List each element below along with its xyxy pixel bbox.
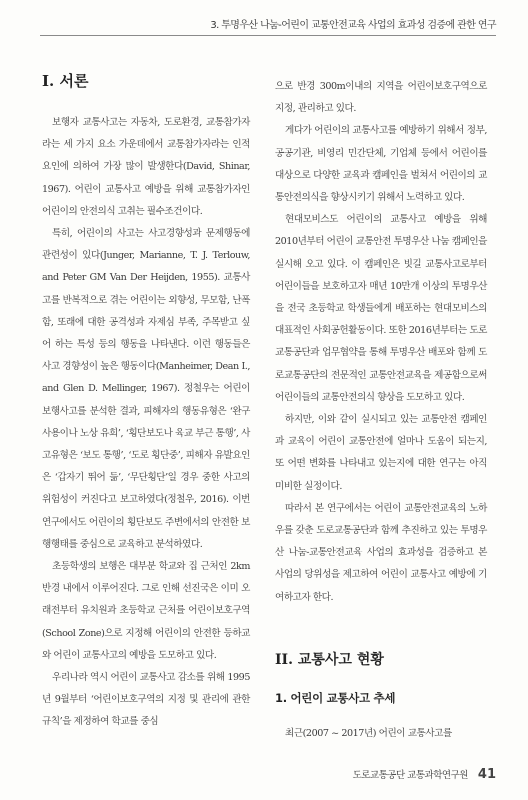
right-column [275, 76, 487, 745]
left-column [42, 70, 250, 734]
section-title-introduction: I. 서론 [42, 72, 89, 90]
paragraph: 게다가 어린이의 교통사고를 예방하기 위해서 정부, 공공기관, 비영리 민간단체, 기업체 등에서 어린이를 대상으로 다양한 교육과 캠페인을 벌쳐서 어린이의 교통안전의식을 향상시키기 위해서 노력하고 있다. [275, 125, 487, 204]
paragraph: 특히, 어린이의 사고는 사고경향성과 문제행동에 관련성이 있다(Junger, Marianne, T. J. Terlouw, and Peter GM Van Der Heijden, 1955). 교통사고를 반복적으로 겪는 어린이는 외향성, 무모함, 난폭함, 또래에 대한 공격성과 자제심 부족, 주목받고 싶어 하는 특성 등의 행동을 나타낸다. 이런 행동들은 사고 경향성이 높은 행동이다(Manheimer, Dean I., and Glen D. Mellinger, 1967). 정철우는 어린이 보행사고를 분석한 결과, 피해자의 행동유형은 ‘완구사용이나 노상 유희’, ‘횡단보도나 육교 부근 통행’, 사고유형은 ‘보도 통행’, ‘도로 횡단중’, 피해자 유발요인은 ‘갑자기 뛰어 듦’, ‘무단횡단’일 경우 중한 사고의 위험성이 커진다고 보고하였다(정철우, 2016). 이번 연구에서도 어린이의 횡단보도 주변에서의 안전한 보행행태를 중심으로 교육하고 분석하였다. [42, 228, 250, 550]
paragraph: 초등학생의 보행은 대부분 학교와 집 근처인 2km 반경 내에서 이루어진다. 그로 인해 선진국은 이미 오래전부터 유치원과 초등학교 근처를 어린이보호구역(School Zone)으로 지정해 어린이의 안전한 등하교와 어린이 교통사고의 예방을 도모하고 있다. [42, 561, 250, 661]
footer-organization: 도로교통공단 교통과학연구원 [352, 770, 468, 781]
paragraph: 하지만, 이와 같이 실시되고 있는 교통안전 캠페인과 교육이 어린이 교통안전에 얼마나 도움이 되는지, 또 어떤 변화를 나타내고 있는지에 대한 연구는 아직 미비한 실정이다. [275, 414, 487, 492]
subsection-title: 1. 어린이 교통사고 추세 [275, 690, 396, 705]
page-number: 41 [477, 767, 496, 782]
paragraph: 으로 반경 300m이내의 지역을 어린이보호구역으로 지정, 관리하고 있다. [275, 81, 487, 115]
paragraph: 현대모비스도 어린이의 교통사고 예방을 위해 2010년부터 어린이 교통안전 투명우산 나눔 캠페인을 실시해 오고 있다. 이 캠페인은 빗길 교통사고로부터 어린이들을 보호하고자 매년 10만개 이상의 투명우산을 전국 초등학교 학생들에게 배포하는 현대모비스의 대표적인 사회공헌활동이다. 또한 2016년부터는 도로교통공단과 업무협약을 통해 투명우산 배포와 함께 도로교통공단의 전문적인 교통안전교육을 제공함으로써 어린이들의 교통안전의식 향상을 도모하고 있다. [275, 214, 487, 403]
page-footer [353, 767, 496, 782]
paragraph: 최근(2007 ~ 2017년) 어린이 교통사고를 [285, 727, 452, 739]
page-header [0, 0, 528, 44]
paragraph: 따라서 본 연구에서는 어린이 교통안전교육의 노하우를 갖춘 도로교통공단과 함께 추진하고 있는 투명우산 나눔-교통안전교육 사업의 효과성을 검증하고 본 사업의 당위성을 제고하여 어린이 교통사고 예방에 기여하고자 한다. [275, 502, 487, 603]
header-divider [40, 35, 496, 36]
paragraph: 보행자 교통사고는 자동차, 도로환경, 교통참가자 라는 세 가지 요소 가운데에서 교통참가자라는 인적 요인에 의하여 가장 많이 발생한다(David, Shinar, 1967). 어린이 교통사고 예방을 위해 교통참가자인 어린이의 안전의식 고취는 필수조건이다. [42, 117, 250, 217]
running-title: 3. 투명우산 나눔-어린이 교통안전교육 사업의 효과성 검증에 관한 연구 [210, 20, 496, 31]
paragraph: 우리나라 역시 어린이 교통사고 감소를 위해 1995년 9월부터 ‘어린이보호구역의 지정 및 관리에 관한 규칙’을 제정하여 학교를 중심 [42, 672, 250, 728]
section-title-traffic-status: II. 교통사고 현황 [275, 651, 384, 668]
